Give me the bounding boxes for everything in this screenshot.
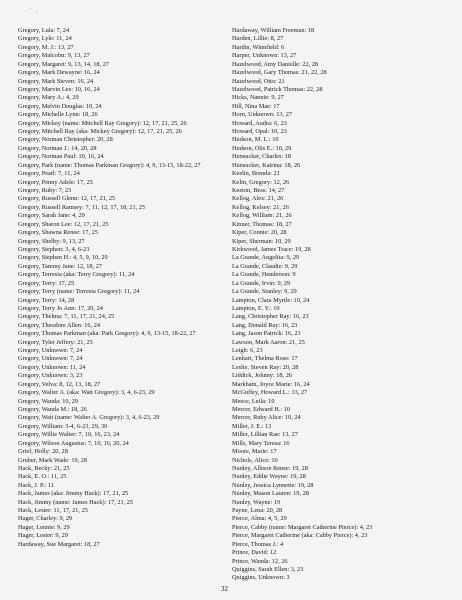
index-entry: Kiper, Connie: 20, 28 bbox=[232, 229, 287, 237]
index-entry: Lampton, E. Y.: 10 bbox=[232, 304, 280, 312]
index-entry: Miller, Lillian Rae: 13, 27 bbox=[232, 431, 298, 439]
index-entry: Gregory, Norman Christopher: 20, 28 bbox=[18, 136, 113, 144]
index-entry: Gregory, Lula: 7, 24 bbox=[18, 27, 70, 34]
index-entry: Grief, Holly: 20, 28 bbox=[18, 448, 68, 456]
index-entry: Gregory, Margaret: 9, 13, 14, 18, 27 bbox=[18, 60, 109, 68]
index-entry: Lang, Donald Ray: 16, 23 bbox=[232, 321, 298, 329]
index-entry: Prince, Wanda: 12, 26 bbox=[232, 557, 288, 565]
index-column-left bbox=[18, 27, 230, 549]
index-entry: Gregory, Unknown: 7, 24 bbox=[18, 347, 83, 355]
index-entry: Miller, J. E.: 13 bbox=[232, 422, 272, 430]
index-entry: McGuffey, Howard L.: 13, 27 bbox=[232, 389, 308, 397]
index-entry: Gregory, Theodore Allen: 16, 24 bbox=[18, 321, 101, 329]
index-entry: Hazelwood, Amy Danielle: 22, 28 bbox=[232, 60, 319, 68]
index-entry: Gregory, Mark Steven: 16, 24 bbox=[18, 77, 94, 85]
index-entry: Hager, Lester: 9, 29 bbox=[18, 532, 68, 540]
index-entry: Gregory, Mitchell Ray (aka: Mickey Gregory): 12, 17, 21, 25, 26 bbox=[18, 128, 182, 136]
index-entry: Markham, Joyce Marie: 16, 24 bbox=[232, 380, 310, 388]
index-entry: Hack, James (aka: Jimmy Hack): 17, 21, 25 bbox=[18, 490, 129, 498]
index-entry: Hack, Lester: 11, 17, 21, 25 bbox=[18, 507, 88, 515]
index-entry: La Grande, Henderson: 9 bbox=[232, 271, 296, 279]
index-entry: Hardaway, Sue Margaret: 18, 27 bbox=[18, 540, 100, 548]
index-entry: Hill, Nina Mae: 17 bbox=[232, 102, 280, 110]
index-entry: Hager, Charley: 9, 29 bbox=[18, 515, 73, 523]
index-entry: Gregory, Terry (name: Terresia Gregory): 11, 24 bbox=[18, 288, 140, 296]
index-entry: Lang, Christopher Ray: 16, 23 bbox=[232, 313, 309, 321]
index-entry: Gregory, Terry: 17, 25 bbox=[18, 279, 75, 287]
index-entry: Gregory, Russell Ramsey: 7, 11, 12, 17, 18, 21, 25 bbox=[18, 203, 146, 211]
index-entry: Moore, Marie: 17 bbox=[232, 448, 277, 456]
index-entry: Gregory, Thomas Parkman (aka: Park Gregory): 4, 9, 13-15, 18-22, 27 bbox=[18, 330, 196, 338]
index-entry: Gregory, Unknown: 7, 24 bbox=[18, 355, 83, 363]
index-entry: Gregory, Russell Glenn: 12, 17, 21, 25 bbox=[18, 195, 116, 203]
index-entry: Hack, Becky: 21, 25 bbox=[18, 464, 70, 472]
index-entry: Hudson, M. L.: 10 bbox=[232, 136, 279, 144]
index-entry: Gregory, Ruby: 7, 23 bbox=[18, 187, 72, 195]
index-entry: Gruber, Mark Wade: 19, 28 bbox=[18, 456, 88, 464]
index-entry: Nunley, Wayne: 19 bbox=[232, 498, 281, 506]
index-entry: Lenhart, Thelma Rose: 17 bbox=[232, 355, 298, 363]
index-entry: La Grande, Irvin: 9, 29 bbox=[232, 279, 291, 287]
index-entry: Hack, Jimmy (name: James Hack): 17, 21, 25 bbox=[18, 498, 134, 506]
index-entry: Gregory, Sarah Jane: 4, 29 bbox=[18, 212, 85, 220]
index-entry: Gregory, Penny Adele: 17, 25 bbox=[18, 178, 93, 186]
index-entry: Harden, Lillie: 8, 27 bbox=[232, 35, 284, 43]
index-entry: Gregory, Norman Paul: 10, 16, 24 bbox=[18, 153, 104, 161]
index-entry: La Grande, Stanley: 9, 29 bbox=[232, 288, 297, 296]
index-entry: Gregory, Terry: 14, 28 bbox=[18, 296, 75, 304]
index-entry: Keeton, Bess: 14, 27 bbox=[232, 187, 285, 195]
index-entry: Gregory, Sharon Lee: 12, 17, 21, 25 bbox=[18, 220, 109, 228]
index-column-right bbox=[232, 27, 458, 583]
index-entry: Hack, J. P.: 11 bbox=[18, 481, 54, 489]
index-entry: Hardin, Winnfield: 6 bbox=[232, 43, 285, 51]
index-entry: Hardaway, William Freeman: 18 bbox=[232, 27, 315, 34]
index-entry: Nunley, Eddie Wayne: 19, 28 bbox=[232, 473, 306, 481]
index-entry: Hunsucker, Charles: 18 bbox=[232, 153, 292, 161]
index-entry: Gregory, William: 3-4, 6-23, 29, 30 bbox=[18, 422, 108, 430]
index-entry: Nichols, Alice: 10 bbox=[232, 456, 278, 464]
index-entry: Hunsucker, Katrina: 18, 26 bbox=[232, 161, 301, 169]
index-entry: Hicks, Nannie: 9, 27 bbox=[232, 94, 284, 102]
index-entry: Mercer, Ruby Alice: 10, 24 bbox=[232, 414, 301, 422]
index-entry: Pierce, Cabby (name: Margaret Catherine Pierce): 4, 23 bbox=[232, 523, 373, 531]
index-entry: Gregory, Shawna Renee: 17, 25 bbox=[18, 229, 99, 237]
index-entry: Kiper, Sherman: 10, 29 bbox=[232, 237, 291, 245]
index-entry: Kellog, Kelsey: 21, 26 bbox=[232, 203, 289, 211]
index-entry: Gregory, Wanda: 10, 29 bbox=[18, 397, 78, 405]
index-entry: Nunley, Mason Lauren: 19, 28 bbox=[232, 490, 309, 498]
index-entry: Mills, Mary Teresa: 16 bbox=[232, 439, 290, 447]
index-entry: Hazelwood, Gary Thomas: 21, 22, 28 bbox=[232, 69, 327, 77]
index-entry: Gregory, Melvin Douglas: 10, 24 bbox=[18, 102, 102, 110]
index-entry: Lang, Jason Patrick: 16, 23 bbox=[232, 330, 301, 338]
index-entry: Lampton, Clara Myrtle: 10, 24 bbox=[232, 296, 310, 304]
index-entry: Kellog, Alex: 21, 26 bbox=[232, 195, 284, 203]
index-entry: La Grande, Angelita: 9, 29 bbox=[232, 254, 300, 262]
index-entry: Gregory, Mark Dewayne: 16, 24 bbox=[18, 69, 100, 77]
index-entry: Gregory, Wilson Augustus: 7, 10, 16, 20, 24 bbox=[18, 439, 129, 447]
index-entry: Hack, E. O.: 11, 25 bbox=[18, 473, 67, 481]
index-entry: Prince, David: 12 bbox=[232, 549, 277, 557]
index-entry: Horn, Unknown: 13, 27 bbox=[232, 111, 292, 119]
index-entry: Gregory, Unknown: 3, 23 bbox=[18, 372, 83, 380]
index-entry: Gregory, Tyler Jeffery: 21, 25 bbox=[18, 338, 93, 346]
index-entry: Gregory, Norman J.: 14, 20, 28 bbox=[18, 144, 97, 152]
index-entry: Gregory, Lyle: 11, 24 bbox=[18, 35, 72, 43]
index-entry: Gregory, Tammy Jane: 12, 18, 27 bbox=[18, 262, 103, 270]
index-entry: Gregory, Walter A. (aka: Watt Gregory): 3, 4, 6-23, 29 bbox=[18, 389, 155, 397]
index-entry: Meece, Leila: 10 bbox=[232, 397, 275, 405]
index-entry: Gregory, Marvin Lee: 10, 16, 24 bbox=[18, 85, 100, 93]
index-entry: Quiggins, Sarah Ellen: 3, 23 bbox=[232, 566, 304, 573]
index-entry: Pierce, Alma: 4, 5, 29 bbox=[232, 515, 287, 523]
index-entry: Liddick, Johnny: 18, 26 bbox=[232, 372, 292, 380]
index-entry: Gregory, Pearl: 7, 11, 24 bbox=[18, 170, 80, 178]
index-entry: Kelin, Gregory: 12, 26 bbox=[232, 178, 290, 186]
index-entry: Gregory, Michelle Lynn: 18, 26 bbox=[18, 111, 98, 119]
index-entry: Pierce, Thomas J.: 4 bbox=[232, 540, 284, 548]
index-entry: Gregory, Wanda M.: 18, 26 bbox=[18, 405, 87, 413]
index-entry: Gregory, Unknown: 11, 24 bbox=[18, 363, 86, 371]
index-entry: Hazelwood, Patrick Thomas: 22, 28 bbox=[232, 85, 323, 93]
index-entry: Quiggins, Unknown: 3 bbox=[232, 574, 290, 582]
index-entry: Howard, Opal: 10, 23 bbox=[232, 128, 287, 136]
index-entry: Kinner, Thomas: 18, 27 bbox=[232, 220, 292, 228]
page-number: 32 bbox=[221, 585, 228, 593]
scan-speck: ' · , bbox=[30, 8, 38, 14]
index-entry: Nunley, Allison Renee: 19, 28 bbox=[232, 464, 308, 472]
index-entry: Gregory, M. J.: 13, 27 bbox=[18, 43, 74, 51]
index-entry: La Grande, Claudie: 9, 29 bbox=[232, 262, 298, 270]
index-entry: Leigh: 6, 23 bbox=[232, 347, 263, 355]
index-entry: Keelin, Brenda: 21 bbox=[232, 170, 280, 178]
index-entry: Payne, Lena: 20, 28 bbox=[232, 507, 283, 515]
index-entry: Lawson, Mark Aaron: 21, 25 bbox=[232, 338, 305, 346]
index-entry: Gregory, Velva: 8, 12, 13, 18, 27 bbox=[18, 380, 101, 388]
index-entry: Gregory, Stephen H.: 4, 5, 9, 10, 29 bbox=[18, 254, 108, 262]
index-entry: Pierce, Margaret Catherine (aka: Cabby Pierce): 4, 23 bbox=[232, 532, 368, 540]
index-entry: Gregory, Mickey (name: Mitchell Ray Gregory): 12, 17, 21, 25, 26 bbox=[18, 119, 187, 127]
index-entry: Hudson, Olis E.: 10, 29 bbox=[232, 144, 292, 152]
index-entry: Kellog, William: 21, 26 bbox=[232, 212, 292, 220]
index-entry: Gregory, Mary A.: 4, 29 bbox=[18, 94, 79, 102]
index-entry: Gregory, Terresia (aka: Terry Gregory): 11, 24 bbox=[18, 271, 135, 279]
index-entry: Leslie, Steven Ray: 20, 28 bbox=[232, 363, 299, 371]
index-entry: Gregory, Thelma: 7, 11, 17, 21, 24, 25 bbox=[18, 313, 115, 321]
index-entry: Gregory, Watt (name: Walter A. Gregory): 3, 4, 6-23, 29 bbox=[18, 414, 160, 422]
index-entry: Howard, Audra: 6, 23 bbox=[232, 119, 287, 127]
index-entry: Kirkwood, James Trace: 19, 28 bbox=[232, 245, 311, 253]
index-entry: Harper, Unknown: 13, 27 bbox=[232, 52, 297, 60]
index-entry: Hazelwood, Otto: 21 bbox=[232, 77, 285, 85]
index-entry: Gregory, Park (name: Thomas Parkman Gregory): 4, 9, 13-15, 18-22, 27 bbox=[18, 161, 201, 169]
index-entry: Nunley, Jessica Lynnette: 19, 28 bbox=[232, 481, 314, 489]
index-entry: Gregory, Terry Jo Ann: 17, 20, 24 bbox=[18, 304, 103, 312]
index-entry: Gregory, Malcolm: 9, 13, 27 bbox=[18, 52, 90, 60]
index-entry: Hager, Lennie: 9, 29 bbox=[18, 523, 70, 531]
index-entry: Gregory, Shelby: 9, 13, 27 bbox=[18, 237, 85, 245]
index-entry: Gregory, Stephen: 3, 4, 6-23 bbox=[18, 245, 90, 253]
index-entry: Gregory, Willie Walter: 7, 10, 16, 23, 24 bbox=[18, 431, 120, 439]
index-entry: Mercer, Edward H.: 10 bbox=[232, 405, 290, 413]
